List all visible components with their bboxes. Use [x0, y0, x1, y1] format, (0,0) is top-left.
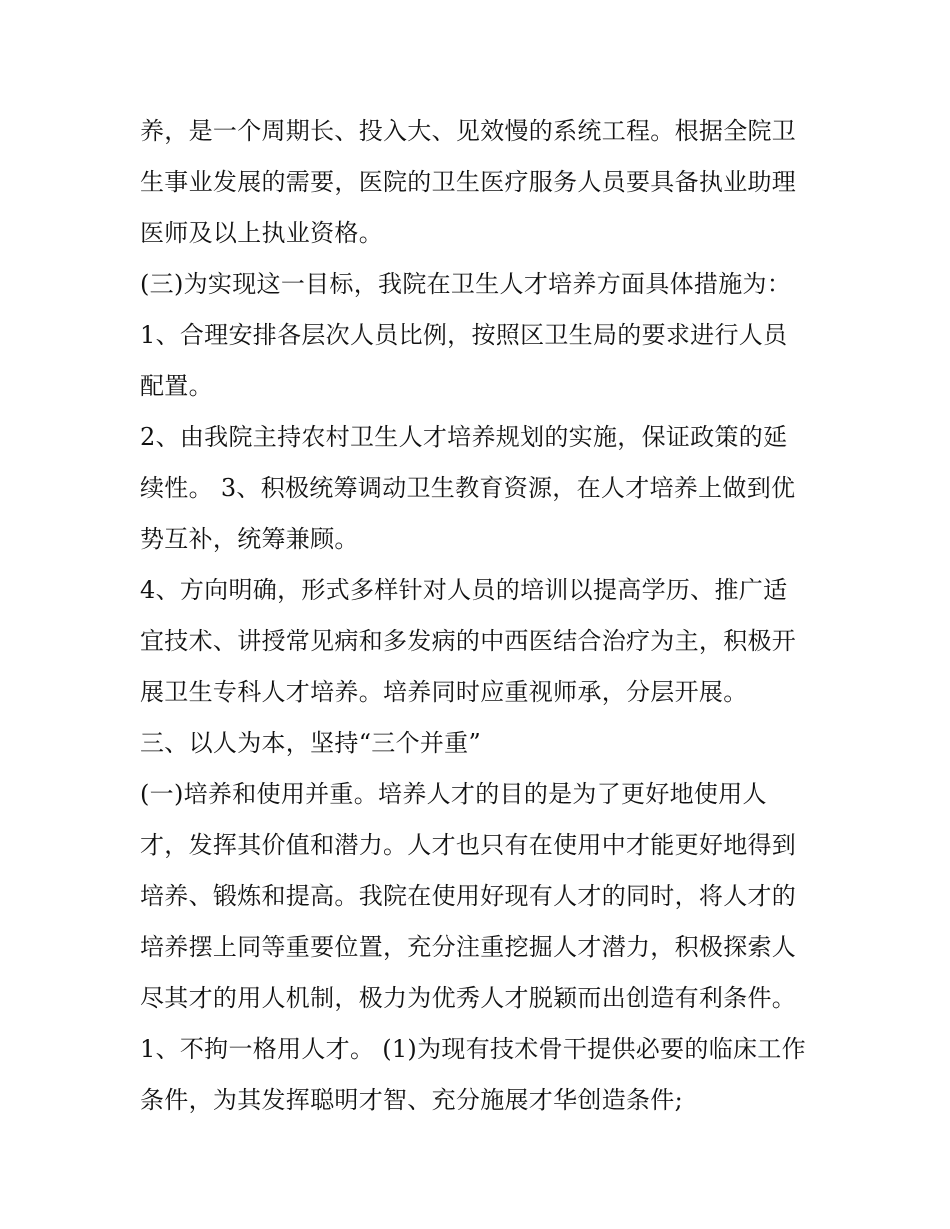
text-line: 培养摆上同等重要位置，充分注重挖掘人才潜力，积极探索人	[140, 933, 797, 961]
text-line: 4、方向明确，形式多样针对人员的培训以提高学历、推广适	[140, 576, 788, 604]
text-line: 配置。	[140, 372, 213, 400]
text-line: 养，是一个周期长、投入大、见效慢的系统工程。根据全院卫	[140, 117, 797, 145]
text-line: 展卫生专科人才培养。培养同时应重视师承，分层开展。	[140, 678, 748, 706]
text-line: 势互补，统筹兼顾。	[140, 525, 359, 553]
text-line: 宜技术、讲授常见病和多发病的中西医结合治疗为主，积极开	[140, 627, 797, 655]
text-line: 尽其才的用人机制，极力为优秀人才脱颖而出创造有利条件。	[140, 984, 797, 1012]
text-line: (三)为实现这一目标，我院在卫生人才培养方面具体措施为：	[140, 270, 792, 298]
text-line: 培养、锻炼和提高。我院在使用好现有人才的同时，将人才的	[140, 882, 797, 910]
text-line: 条件，为其发挥聪明才智、充分施展才华创造条件;	[140, 1086, 683, 1114]
text-line: 2、由我院主持农村卫生人才培养规划的实施，保证政策的延	[140, 423, 788, 451]
text-line: 医师及以上执业资格。	[140, 219, 383, 247]
text-line: (一)培养和使用并重。培养人才的目的是为了更好地使用人	[140, 780, 767, 808]
text-line: 才，发挥其价值和潜力。人才也只有在使用中才能更好地得到	[140, 831, 797, 859]
text-line: 1、不拘一格用人才。 (1)为现有技术骨干提供必要的临床工作	[140, 1035, 806, 1063]
text-line: 1、合理安排各层次人员比例，按照区卫生局的要求进行人员	[140, 321, 788, 349]
section-heading: 三、以人为本，坚持“三个并重”	[140, 729, 482, 757]
text-line: 生事业发展的需要，医院的卫生医疗服务人员要具备执业助理	[140, 168, 797, 196]
document-body	[140, 106, 830, 1126]
text-line: 续性。 3、积极统筹调动卫生教育资源，在人才培养上做到优	[140, 474, 796, 502]
